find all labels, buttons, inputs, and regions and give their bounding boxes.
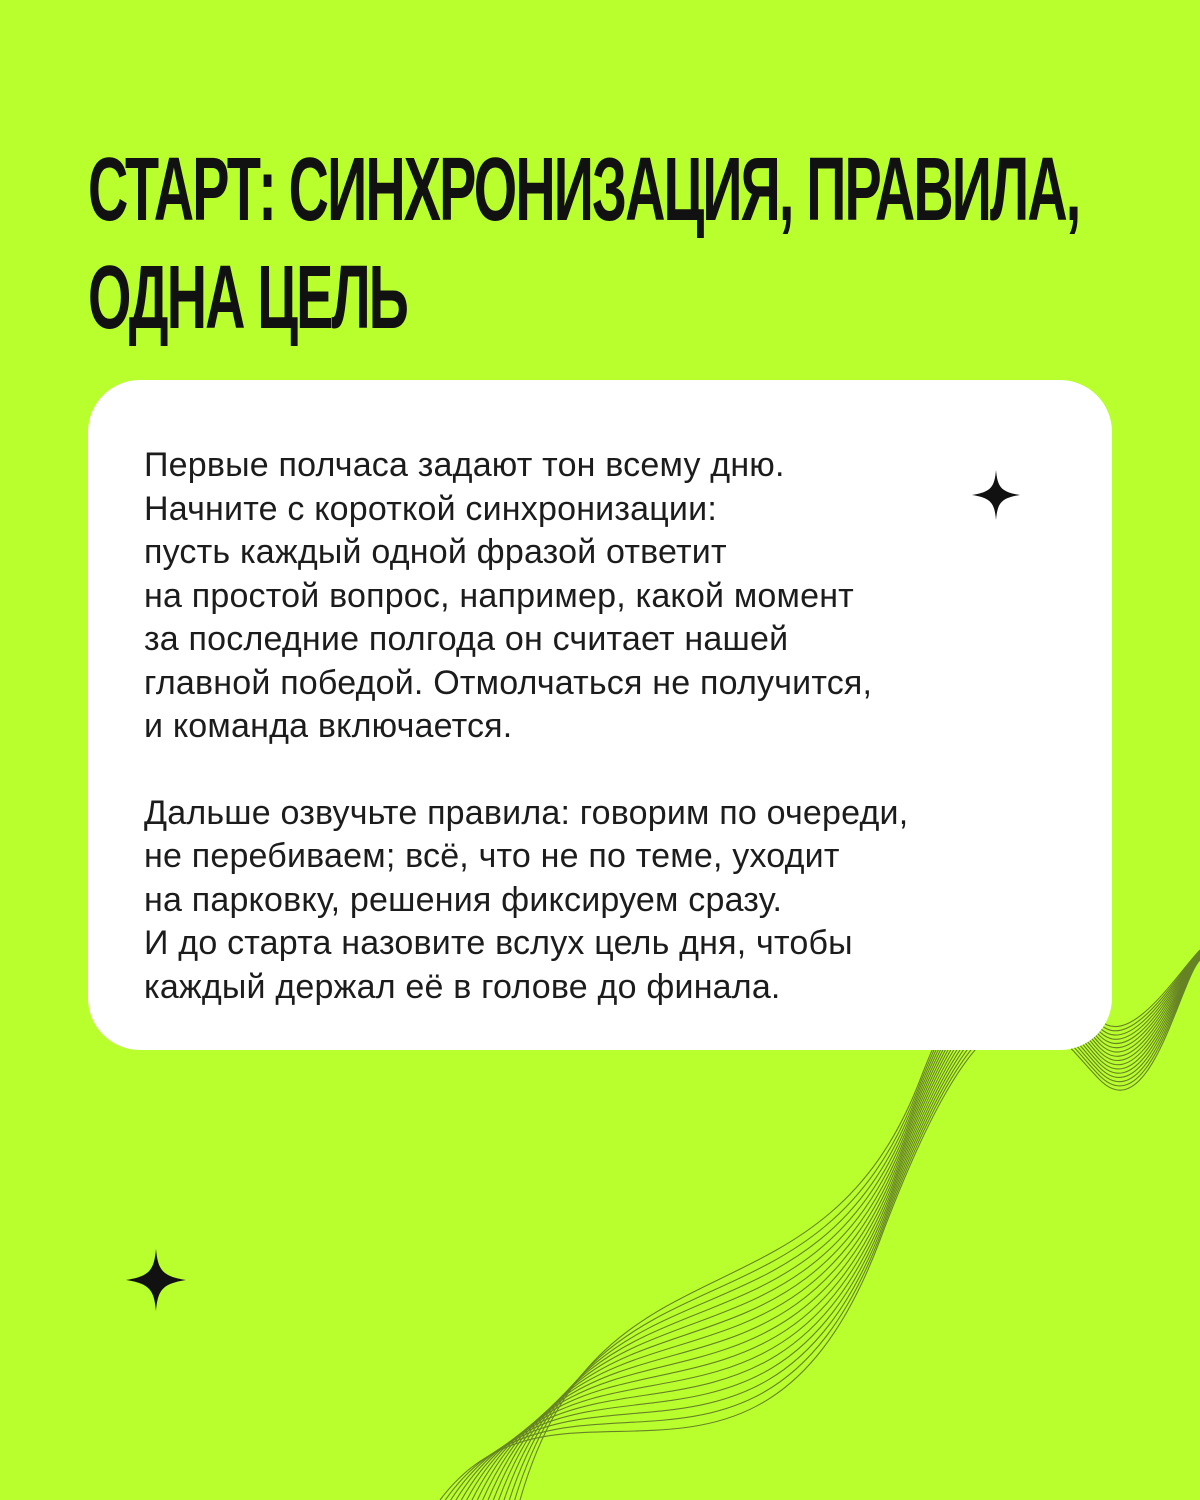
text-line: на парковку, решения фиксируем сразу. <box>144 880 783 919</box>
text-line: пусть каждый одной фразой ответит <box>144 533 727 571</box>
page-title <box>88 136 1080 352</box>
text-line: главной победой. Отмолчаться не получится, <box>144 663 873 702</box>
text-line: И до старта назовите вслух цель дня, чтобы <box>144 924 853 962</box>
text-line: и команда включается. <box>144 707 513 745</box>
sparkle-icon <box>972 470 1020 520</box>
text-line: Начните с короткой синхронизации: <box>144 489 717 528</box>
title-line-1: СТАРТ: СИНХРОНИЗАЦИЯ, ПРАВИЛА, <box>88 140 1080 240</box>
text-line: каждый держал её в голове до финала. <box>144 967 781 1006</box>
content-card <box>88 380 1112 1050</box>
title-line-2: ОДНА ЦЕЛЬ <box>88 248 408 348</box>
paragraph-rules <box>144 792 1044 1010</box>
text-line: на простой вопрос, например, какой момент <box>144 576 854 615</box>
text-line: Дальше озвучьте правила: говорим по очереди, <box>144 793 909 832</box>
text-line: не перебиваем; всё, что не по теме, уходит <box>144 837 840 875</box>
paragraph-intro <box>144 444 1044 749</box>
card-text <box>144 444 1044 1009</box>
text-line: за последние полгода он считает нашей <box>144 620 789 658</box>
text-line: Первые полчаса задают тон всему дню. <box>144 446 785 484</box>
sparkle-icon <box>126 1248 186 1312</box>
